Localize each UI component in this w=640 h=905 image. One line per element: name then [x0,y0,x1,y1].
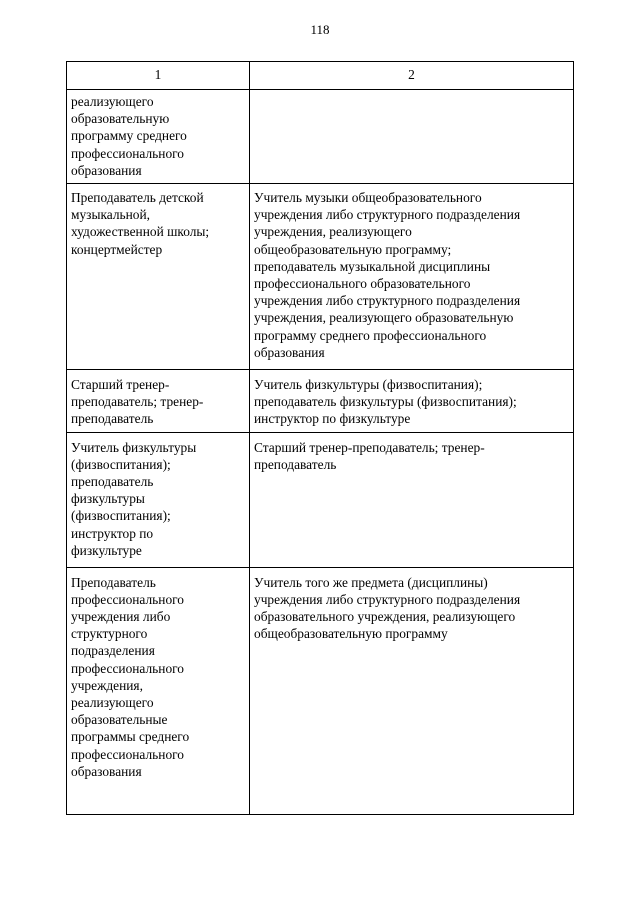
cell-line: подразделения [71,643,155,659]
column-header-2: 2 [250,62,574,90]
cell-line: музыкальной, [71,207,150,223]
cell-line: образовательную [71,111,170,127]
position-cell [67,370,250,433]
equivalent-position-cell [250,432,574,567]
equivalent-position-cell [250,184,574,370]
column-header-1: 1 [67,62,250,90]
cell-line: реализующего [71,94,154,109]
cell-line: реализующего [71,695,154,711]
cell-line: Учитель физкультуры (физвоспитания); [254,377,483,393]
cell-line: Преподаватель детской [71,190,204,206]
equivalent-position-cell [250,370,574,433]
cell-line: программы среднего [71,729,190,745]
cell-line: образования [71,763,142,779]
cell-line: Учитель того же предмета (дисциплины) [254,574,488,590]
cell-line: учреждения либо структурного подразделения [254,591,521,607]
cell-line: профессионального [71,591,184,607]
cell-line: Учитель музыки общеобразовательного [254,190,482,206]
table-row [67,90,574,184]
cell-line: образования [71,162,142,178]
cell-line: учреждения либо [71,609,171,625]
equivalent-position-cell [250,567,574,814]
cell-line: преподаватель физкультуры (физвоспитания); [254,394,517,410]
position-cell [67,90,250,184]
page-number: 118 [310,22,330,37]
cell-line: преподаватель музыкальной дисциплины [254,258,491,274]
equivalent-position-cell [250,90,574,184]
cell-line: профессионального [71,746,184,762]
cell-line: Учитель физкультуры [71,439,197,455]
cell-line: образовательного учреждения, реализующего [254,609,516,625]
cell-line: учреждения, реализующего [254,224,412,240]
cell-line: структурного [71,626,148,642]
cell-line: учреждения либо структурного подразделения [254,207,521,223]
cell-line: инструктор по [71,525,154,541]
cell-line: Старший тренер- [71,377,170,393]
cell-line: общеобразовательную программу; [254,241,452,257]
cell-line: преподаватель; тренер- [71,394,204,410]
cell-line: художественной школы; [71,224,210,240]
table-row [67,567,574,814]
position-cell [67,432,250,567]
cell-line: программу среднего профессионального [254,327,487,343]
cell-line: физкультуры [71,491,145,507]
cell-line: преподаватель [71,411,154,427]
qualification-table [66,61,574,815]
cell-line: учреждения, [71,677,143,693]
table-row [67,432,574,567]
cell-line: Преподаватель [71,574,156,590]
cell-line: учреждения, реализующего образовательную [254,310,514,326]
cell-line: общеобразовательную программу [254,626,448,642]
table-header-row [67,62,574,90]
cell-line: физкультуре [71,542,142,558]
cell-line: программу среднего [71,128,187,144]
cell-line: образования [254,344,325,360]
cell-line: профессионального [71,145,184,161]
cell-line: профессионального образовательного [254,276,471,292]
cell-line: (физвоспитания); [71,508,171,524]
table-row [67,184,574,370]
cell-line: преподаватель [71,474,154,490]
cell-line: образовательные [71,712,168,728]
position-cell [67,567,250,814]
position-cell [67,184,250,370]
cell-line: учреждения либо структурного подразделения [254,293,521,309]
table-row [67,370,574,433]
cell-line: концертмейстер [71,241,163,257]
cell-line: преподаватель [254,456,337,472]
cell-line: инструктор по физкультуре [254,411,411,427]
cell-line: (физвоспитания); [71,456,171,472]
cell-line: профессионального [71,660,184,676]
cell-line: Старший тренер-преподаватель; тренер- [254,439,485,455]
